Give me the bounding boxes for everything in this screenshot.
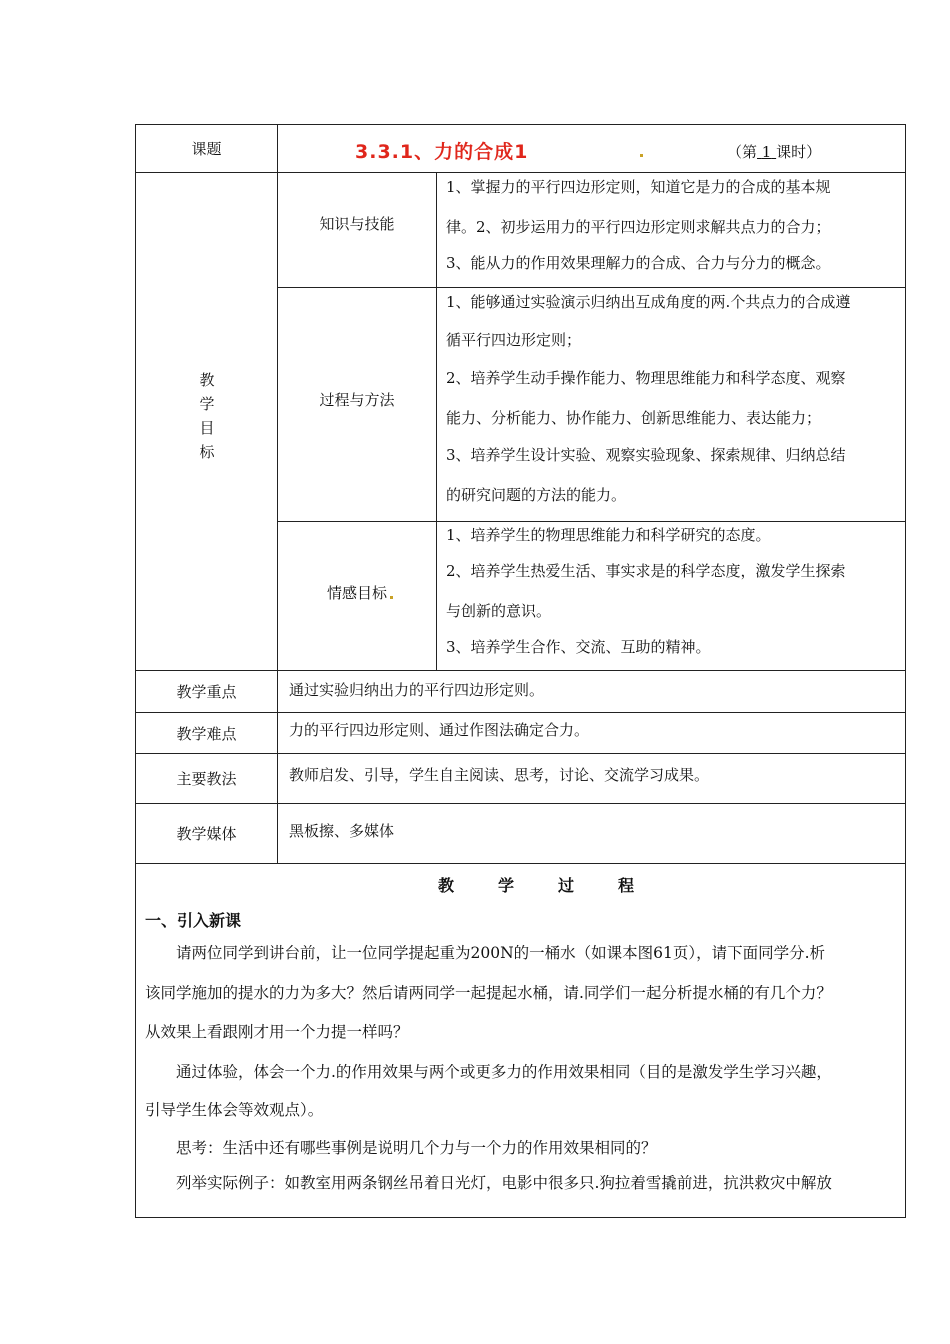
knowledge-line: 律。2、初步运用力的平行四边形定则求解共点力的合力； — [446, 218, 831, 236]
emotion-line: 与创新的意识。 — [446, 602, 552, 620]
process-line: 循平行四边形定则； — [446, 331, 582, 349]
paragraph-line: 引导学生体会等效观点）。 — [145, 1101, 324, 1119]
paragraph-line: 从效果上看跟刚才用一个力提一样吗？ — [145, 1023, 409, 1041]
emotion-line: 2、培养学生热爱生活、事实求是的科学态度，激发学生探索 — [446, 562, 846, 580]
knowledge-line: 3、能从力的作用效果理解力的合成、合力与分力的概念。 — [446, 254, 831, 272]
paragraph-line: 思考：生活中还有哪些事例是说明几个力与一个力的作用效果相同的？ — [145, 1139, 657, 1157]
emotion-line: 1、培养学生的物理思维能力和科学研究的态度。 — [446, 526, 771, 544]
method-value: 教师启发、引导，学生自主阅读、思考，讨论、交流学习成果。 — [289, 766, 710, 784]
key-point-label: 教学重点 — [176, 683, 237, 701]
paragraph-line: 该同学施加的提水的力为多大？然后请两同学一起提起水桶，请.同学们一起分析提水桶的有几个力？ — [145, 984, 832, 1002]
lesson-count: （第 1 课时） — [727, 143, 822, 161]
media-label: 教学媒体 — [176, 825, 237, 843]
knowledge-label: 知识与技能 — [319, 214, 395, 233]
process-line: 能力、分析能力、协作能力、创新思维能力、表达能力； — [446, 409, 822, 427]
section-heading: 一、引入新课 — [145, 911, 242, 930]
process-line: 1、能够通过实验演示归纳出互成角度的两.个共点力的合成遵 — [446, 293, 851, 311]
difficulty-label: 教学难点 — [176, 724, 237, 743]
paragraph-line: 通过体验，体会一个力.的作用效果与两个或更多力的作用效果相同（目的是激发学生学习兴趣， — [145, 1063, 832, 1081]
paragraph-line: 请两位同学到讲台前，让一位同学提起重为200N的一桶水（如课本图61页），请下面同学分.析 — [145, 944, 826, 962]
paragraph-line: 列举实际例子：如教室用两条钢丝吊着日光灯，电影中很多只.狗拉着雪撬前进，抗洪救灾中解放 — [145, 1174, 832, 1192]
media-value: 黑板擦、多媒体 — [289, 822, 395, 840]
difficulty-value: 力的平行四边形定则、通过作图法确定合力。 — [289, 721, 590, 739]
emotion-line: 3、培养学生合作、交流、互助的精神。 — [446, 638, 711, 656]
emotion-label: 情感目标 — [326, 583, 387, 602]
row-divider — [135, 172, 906, 173]
row-divider — [277, 521, 906, 522]
process-line: 的研究问题的方法的能力。 — [446, 486, 627, 504]
subject-label: 课题 — [191, 140, 222, 158]
row-divider — [135, 863, 906, 864]
stray-dot — [390, 596, 393, 599]
process-section-title: 教 学 过 程 — [438, 876, 635, 895]
method-label: 主要教法 — [176, 770, 237, 788]
process-label: 过程与方法 — [319, 390, 395, 409]
knowledge-line: 1、掌握力的平行四边形定则，知道它是力的合成的基本规 — [446, 178, 831, 196]
goals-label: 教 学 目 标 — [199, 371, 215, 461]
process-line: 2、培养学生动手操作能力、物理思维能力和科学态度、观察 — [446, 369, 846, 387]
process-line: 3、培养学生设计实验、观察实验现象、探索规律、归纳总结 — [446, 446, 846, 464]
lesson-title: 3.3.1、力的合成1 — [355, 141, 529, 163]
stray-dot — [640, 154, 643, 157]
key-point-value: 通过实验归纳出力的平行四边形定则。 — [289, 681, 545, 699]
column-divider — [436, 172, 437, 670]
row-divider — [277, 287, 906, 288]
